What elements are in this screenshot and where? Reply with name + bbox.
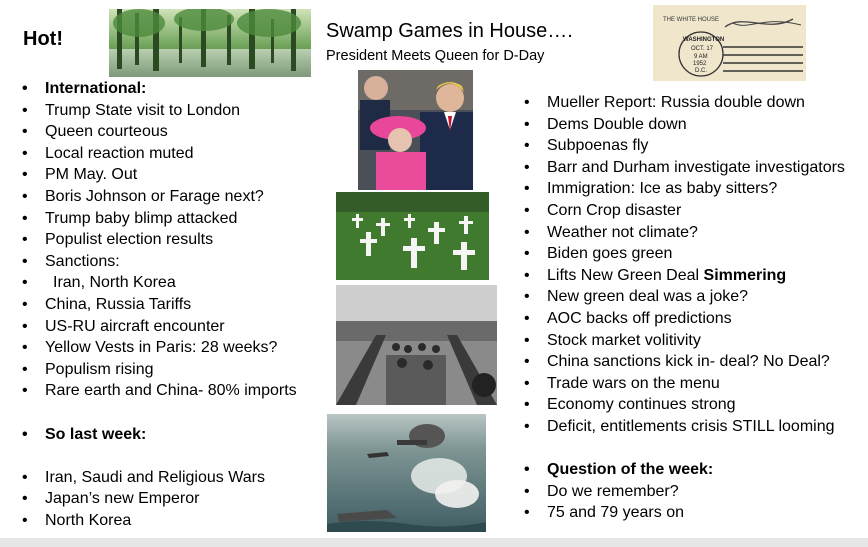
list-item: • So last week: xyxy=(22,424,297,446)
list-item: • Yellow Vests in Paris: 28 weeks? xyxy=(22,337,297,359)
postmark-time: 9 AM xyxy=(694,54,708,60)
postmark-region: D.C. xyxy=(695,68,707,74)
postmark-image xyxy=(653,5,806,81)
list-item: • Corn Crop disaster xyxy=(524,200,845,222)
list-item: • Trump State visit to London xyxy=(22,100,297,122)
list-item: • Mueller Report: Russia double down xyxy=(524,92,845,114)
right-bullet-list xyxy=(524,92,845,524)
list-item: • International: xyxy=(22,78,297,100)
list-item: • Boris Johnson or Farage next? xyxy=(22,186,297,208)
list-item: • PM May. Out xyxy=(22,164,297,186)
list-item: • Do we remember? xyxy=(524,481,845,503)
list-item: • Iran, Saudi and Religious Wars xyxy=(22,467,297,489)
list-item: • Biden goes green xyxy=(524,243,845,265)
cemetery-photo xyxy=(336,192,489,280)
list-item: • Rare earth and China- 80% imports xyxy=(22,380,297,402)
bottom-scrollbar-strip xyxy=(0,538,868,547)
list-spacer xyxy=(22,402,297,424)
list-item: • Populism rising xyxy=(22,359,297,381)
list-item xyxy=(22,272,297,294)
swamp-photo xyxy=(109,9,311,77)
list-item: • Populist election results xyxy=(22,229,297,251)
postmark-header: THE WHITE HOUSE xyxy=(663,17,720,23)
list-item: • Economy continues strong xyxy=(524,394,845,416)
list-item: • Subpoenas fly xyxy=(524,135,845,157)
list-item-text: Iran, North Korea xyxy=(53,274,176,292)
list-item: • Barr and Durham investigate investigators xyxy=(524,157,845,179)
list-item: • Local reaction muted xyxy=(22,143,297,165)
naval-battle-painting xyxy=(327,414,486,532)
list-item: • Question of the week: xyxy=(524,459,845,481)
list-spacer xyxy=(22,445,297,467)
list-item: • 75 and 79 years on xyxy=(524,502,845,524)
list-item-text: Lifts New Green Deal xyxy=(547,266,704,284)
list-item: • Stock market volitivity xyxy=(524,330,845,352)
list-item: • US-RU aircraft encounter xyxy=(22,316,297,338)
queen-trump-photo xyxy=(358,70,473,190)
list-spacer xyxy=(524,438,845,460)
postmark-date: OCT. 17 xyxy=(691,46,714,52)
list-item: • Sanctions: xyxy=(22,251,297,273)
list-item: • AOC backs off predictions xyxy=(524,308,845,330)
list-item: • North Korea xyxy=(22,510,297,532)
list-item: • China sanctions kick in- deal? No Deal? xyxy=(524,351,845,373)
list-item: • Queen courteous xyxy=(22,121,297,143)
postmark-year: 1952 xyxy=(693,61,707,67)
list-item: • Weather not climate? xyxy=(524,222,845,244)
list-item xyxy=(524,265,845,287)
list-item: • Dems Double down xyxy=(524,114,845,136)
landing-craft-photo xyxy=(336,285,497,405)
list-item: • Trade wars on the menu xyxy=(524,373,845,395)
left-bullet-list xyxy=(22,78,297,531)
slide-subtitle: President Meets Queen for D-Day xyxy=(326,48,545,64)
list-item: • Trump baby blimp attacked xyxy=(22,208,297,230)
list-item: • Immigration: Ice as baby sitters? xyxy=(524,178,845,200)
list-item: • Japan’s new Emperor xyxy=(22,488,297,510)
list-item: • China, Russia Tariffs xyxy=(22,294,297,316)
slide-heading: Hot! xyxy=(23,28,63,50)
postmark-city: WASHINGTON xyxy=(683,37,725,43)
list-item: • New green deal was a joke? xyxy=(524,286,845,308)
list-item-emphasis: Simmering xyxy=(703,266,787,284)
slide-title: Swamp Games in House…. xyxy=(326,20,573,42)
list-item: • Deficit, entitlements crisis STILL looming xyxy=(524,416,845,438)
